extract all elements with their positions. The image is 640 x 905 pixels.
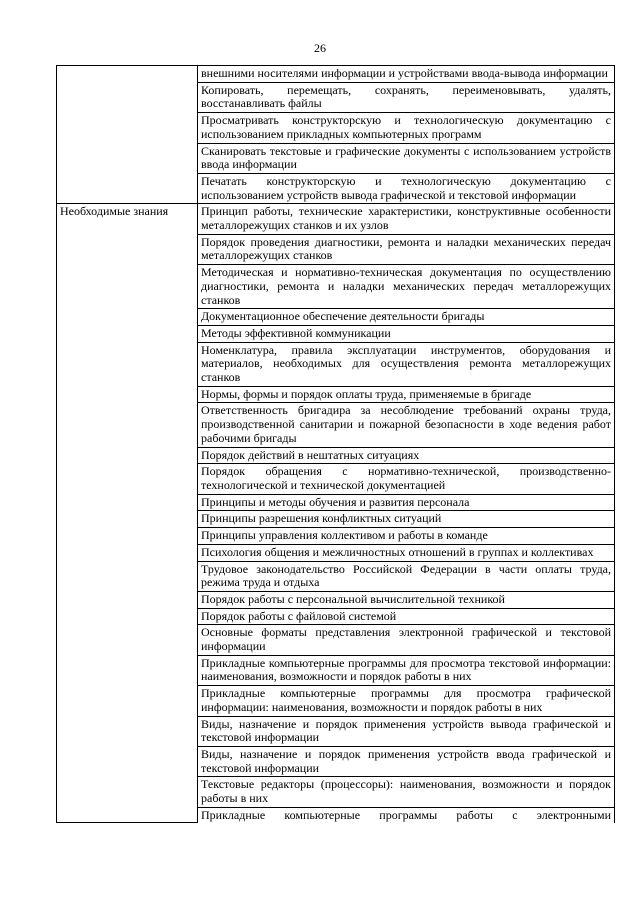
skill-item: внешними носителями информации и устройствами ввода-вывода информации [198,66,615,83]
knowledge-item: Виды, назначение и порядок применения устройств ввода графической и текстовой информации [198,746,615,776]
skill-item: Копировать, перемещать, сохранять, переименовывать, удалять, восстанавливать файлы [198,82,615,112]
table-row [57,204,615,234]
knowledge-item: Текстовые редакторы (процессоры): наименования, возможности и порядок работы в них [198,777,615,807]
knowledge-item: Порядок действий в нештатных ситуациях [198,447,615,464]
knowledge-item: Нормы, формы и порядок оплаты труда, применяемые в бригаде [198,386,615,403]
table-row [57,66,615,83]
knowledge-item: Принцип работы, технические характеристики, конструктивные особенности металлорежущих станков и их узлов [198,204,615,234]
knowledge-item: Ответственность бригадира за несоблюдение требований охраны труда, производственной санитарии и пожарной безопасности в ходе ведения работ рабочими бригады [198,403,615,447]
knowledge-item: Принципы управления коллективом и работы в команде [198,528,615,545]
knowledge-item: Методическая и нормативно-техническая документация по осуществлению диагностики, ремонта и наладки механических передач металлорежущих станков [198,265,615,309]
knowledge-item: Прикладные компьютерные программы для просмотра графической информации: наименования, возможности и порядок работы в них [198,686,615,716]
knowledge-item: Порядок работы с персональной вычислительной техникой [198,591,615,608]
knowledge-item: Методы эффективной коммуникации [198,325,615,342]
knowledge-item: Трудовое законодательство Российской Федерации в части оплаты труда, режима труда и отдыха [198,561,615,591]
knowledge-section-label: Необходимые знания [57,204,198,823]
page-number: 26 [314,41,326,55]
knowledge-item: Порядок проведения диагностики, ремонта и наладки механических передач металлорежущих станков [198,234,615,264]
knowledge-item: Прикладные компьютерные программы работы с электронными [198,807,615,823]
knowledge-item: Основные форматы представления электронной графической и текстовой информации [198,625,615,655]
knowledge-item: Виды, назначение и порядок применения устройств вывода графической и текстовой информации [198,716,615,746]
skill-item: Печатать конструкторскую и технологическую документацию с использованием устройств вывода графической и текстовой информации [198,173,615,203]
knowledge-item: Порядок обращения с нормативно-технической, производственно-технологической и технической документацией [198,464,615,494]
knowledge-item: Психология общения и межличностных отношений в группах и коллективах [198,544,615,561]
knowledge-item: Принципы разрешения конфликтных ситуаций [198,511,615,528]
knowledge-item: Принципы и методы обучения и развития персонала [198,494,615,511]
knowledge-item: Документационное обеспечение деятельности бригады [198,309,615,326]
skill-item: Сканировать текстовые и графические документы с использованием устройств ввода информации [198,143,615,173]
competency-table [56,65,615,823]
knowledge-item: Прикладные компьютерные программы для просмотра текстовой информации: наименования, возможности и порядок работы в них [198,655,615,685]
skill-item: Просматривать конструкторскую и технологическую документацию с использованием прикладных компьютерных программ [198,113,615,143]
knowledge-item: Порядок работы с файловой системой [198,608,615,625]
skills-section-label [57,66,198,204]
knowledge-item: Номенклатура, правила эксплуатации инструментов, оборудования и материалов, необходимых для осуществления ремонта металлорежущих станков [198,342,615,386]
